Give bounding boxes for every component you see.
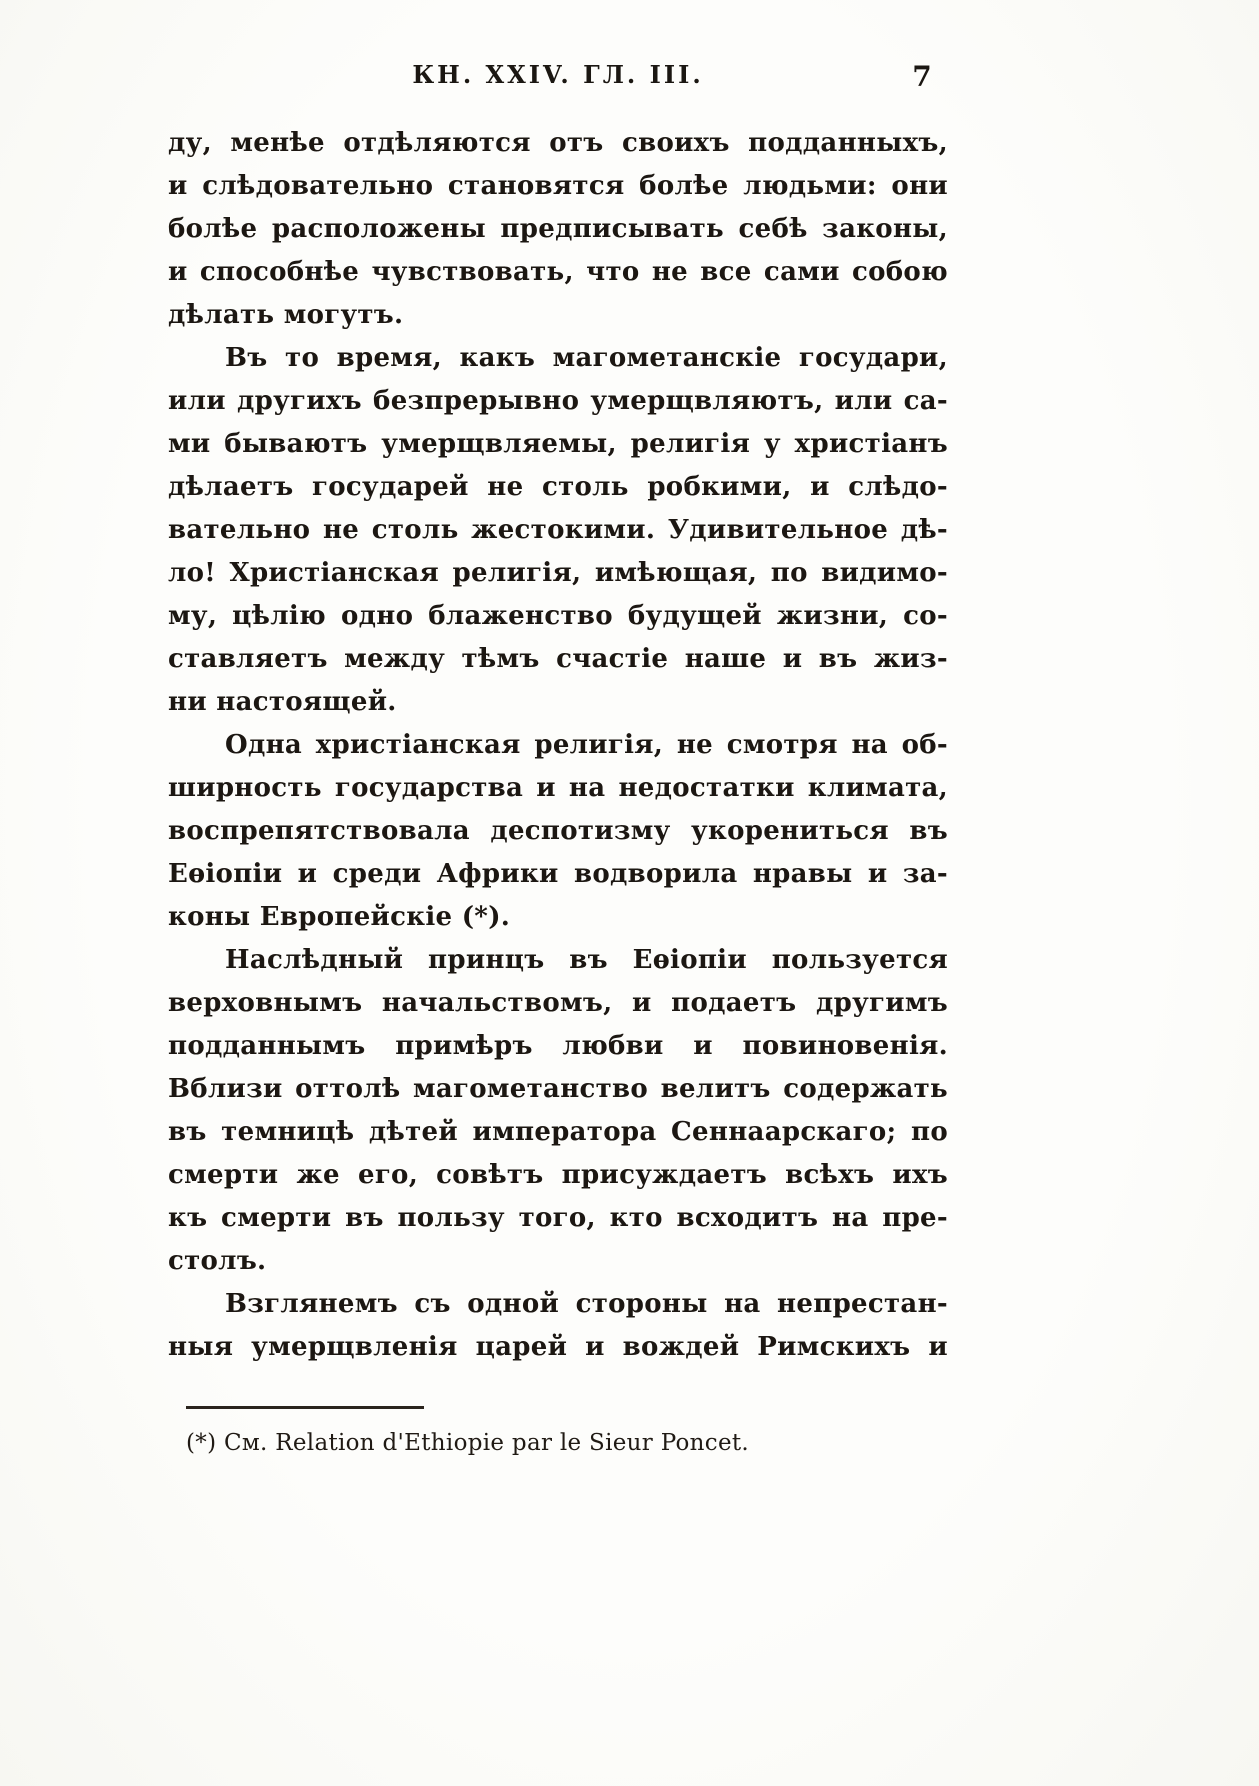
footnote-rule — [186, 1406, 424, 1409]
text-line: коны Европейскіе (*). — [168, 902, 511, 932]
text-line: подданнымъ примѣръ любви и повиновенія. — [168, 1031, 948, 1061]
text-line: въ темницѣ дѣтей императора Сеннаарскаго; по — [168, 1117, 948, 1147]
text-line: верховнымъ начальствомъ, и подаетъ другимъ — [168, 988, 948, 1018]
text-block — [168, 122, 948, 1369]
text-line: дѣлаетъ государей не столь робкими, и слѣдо- — [168, 472, 948, 502]
text-line: воспрепятствовала деспотизму укорениться въ — [168, 816, 948, 846]
paragraph — [168, 939, 948, 1283]
text-line: Одна христіанская религія, не смотря на об- — [225, 730, 948, 760]
text-line: ми бываютъ умерщвляемы, религія у христіанъ — [168, 429, 948, 459]
text-line: Взглянемъ съ одной стороны на непрестан- — [225, 1289, 948, 1319]
text-line: ду, менѣе отдѣляются отъ своихъ подданныхъ, — [168, 128, 948, 158]
text-line: и слѣдовательно становятся болѣе людьми: они — [168, 171, 948, 201]
text-line: ныя умерщвленія царей и вождей Римскихъ и — [168, 1332, 948, 1362]
text-line: къ смерти въ пользу того, кто всходитъ на пре- — [168, 1203, 948, 1233]
text-line: дѣлать могутъ. — [168, 300, 404, 330]
text-line: или другихъ безпрерывно умерщвляютъ, или са- — [168, 386, 948, 416]
paragraph — [168, 122, 948, 337]
text-line: смерти же его, совѣтъ присуждаетъ всѣхъ ихъ — [168, 1160, 948, 1190]
page-number: 7 — [912, 60, 932, 93]
text-line: ставляетъ между тѣмъ счастіе наше и въ жиз- — [168, 644, 948, 674]
text-line: ло! Христіанская религія, имѣющая, по видимо- — [168, 558, 948, 588]
text-line: ни настоящей. — [168, 687, 397, 717]
text-line: му, цѣлію одно блаженство будущей жизни, со- — [168, 601, 948, 631]
text-line: Въ то время, какъ магометанскіе государи, — [225, 343, 948, 373]
text-line: Наслѣдный принцъ въ Еѳіопіи пользуется — [225, 945, 948, 975]
footnote: (*) См. Relation d'Ethiopie par le Sieur Poncet. — [186, 1430, 750, 1456]
text-line: Еѳіопіи и среди Африки водворила нравы и за- — [168, 859, 948, 889]
paragraph — [168, 337, 948, 724]
text-line: столъ. — [168, 1246, 267, 1276]
text-line: вательно не столь жестокими. Удивительное дѣ- — [168, 515, 948, 545]
text-line: Вблизи оттолѣ магометанство велитъ содержать — [168, 1074, 948, 1104]
text-line: и способнѣе чувствовать, что не все сами собою — [168, 257, 948, 287]
text-line: болѣе расположены предписывать себѣ законы, — [168, 214, 948, 244]
paragraph — [168, 1283, 948, 1369]
text-line: ширность государства и на недостатки климата, — [168, 773, 948, 803]
paragraph — [168, 724, 948, 939]
running-header: КН. XXIV. ГЛ. III. — [412, 60, 704, 89]
